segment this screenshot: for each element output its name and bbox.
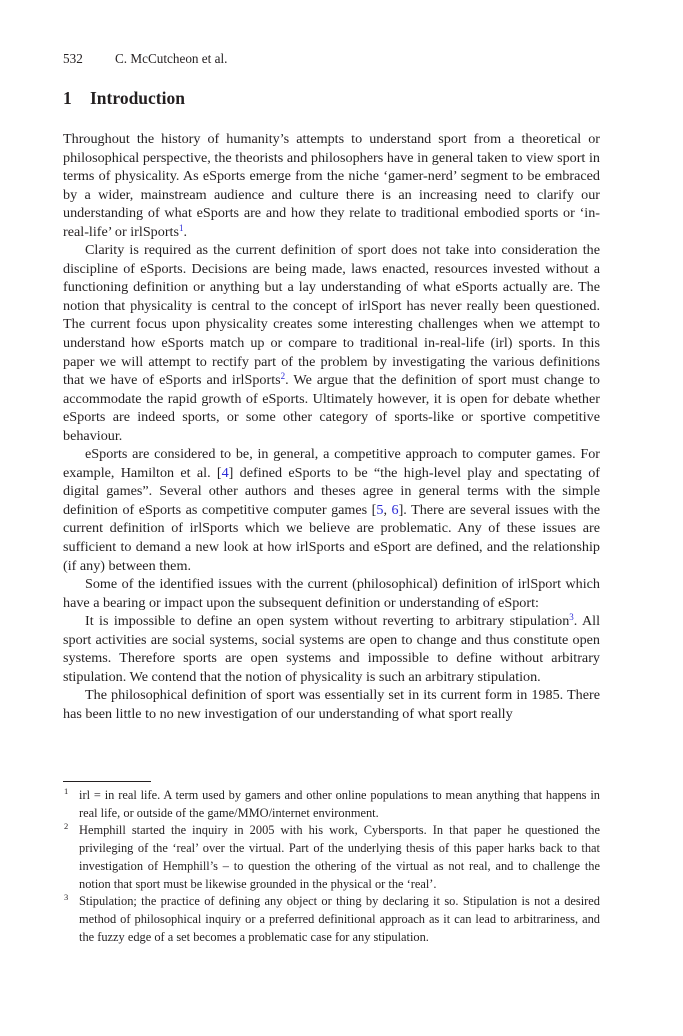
paragraph-text: . We argue that the definition of sport must change to accommodate the rapid growth of eSports. Ultimately however, it is open for debate whether eSports are indeed sports, or some other category of sports-like or sportive competitive behaviour. [63,372,600,444]
citation-link[interactable]: 5 [376,501,384,518]
footnote-reference-link[interactable]: 2 [280,371,286,382]
footnote-reference-link[interactable]: 1 [178,222,184,233]
footnote-reference-link[interactable]: 3 [569,612,574,623]
paragraph-text: , [383,501,392,518]
paragraph [63,612,600,686]
paragraph [63,575,600,612]
paragraph-text: ] defined eSports to be “the high-level play and spectating of digital games”. Several other authors and theses agree in general terms with the simple definition of eSports as competitive computer games [ [63,464,600,518]
footnote-marker: 3 [64,892,69,903]
footnote-rule [63,781,151,782]
paragraph [63,445,600,575]
running-head-authors: C. McCutcheon et al. [115,51,228,66]
section-heading [63,88,185,109]
paragraph [63,686,600,723]
body-text [63,130,600,724]
paragraph [63,130,600,241]
page-number: 532 [63,51,83,66]
footnote [63,822,600,893]
footnotes [63,787,600,946]
paragraph-text: Clarity is required as the current definition of sport does not take into consideration the discipline of eSports. Decisions are being made, laws enacted, resources invested without a functioning definition or anything but a lay understanding of what eSports actually are. The notion that physicality is central to the concept of irlSport has never really been questioned. The current focus upon physicality creates some interesting challenges when we attempt to understand how eSports match up or compare to traditional in-real-life (irl) sports. In this paper we will attempt to rectify part of the problem by investigating the various definitions that we have of eSports and irlSports [63,242,600,389]
footnote-text: irl = in real life. A term used by gamers and other online populations to mean anything that happens in real life, or outside of the game/MMO/internet environment. [79,788,600,820]
section-title: Introduction [90,88,185,108]
paragraph-text: eSports are considered to be, in general, a competitive approach to computer games. For example, Hamilton et al. [ [63,446,600,481]
paragraph-text: Some of the identified issues with the current (philosophical) definition of irlSport which have a bearing or impact upon the subsequent definition or understanding of eSport: [63,576,600,611]
footnote-marker: 1 [64,786,69,796]
paragraph-text: It is impossible to define an open system without reverting to arbitrary stipulation [85,613,570,630]
paragraph-text: The philosophical definition of sport was essentially set in its current form in 1985. There has been little to no new investigation of our understanding of what sport really [63,687,600,722]
footnote [63,787,600,822]
paragraph-text: Throughout the history of humanity’s attempts to understand sport from a theoretical or philosophical perspective, the theorists and philosophers have in general taken to view sport in terms of physicality. As eSports emerge from the niche ‘gamer-nerd’ segment to be embraced by a wider, mainstream audience and culture there is an increasing need to clarify our understanding of what eSports are and how they relate to traditional embodied sports or ‘in-real-life’ or irlSports [63,131,600,240]
footnote-marker: 2 [64,821,69,832]
footnote-text: Hemphill started the inquiry in 2005 with his work, Cybersports. In that paper he questioned the privileging of the ‘real’ over the virtual. Part of the underlying thesis of this paper harks back to that investigation of Hemphill’s – to question the othering of the virtual as not real, and to challenge the notion that sport must be likewise grounded in the physical or the ‘real’. [79,823,600,891]
paragraph-text: . All sport activities are social systems, social systems are open to change and thus constitute open systems. Therefore sports are open systems and impossible to define without arbitrary stipulation. We contend that the notion of physicality is such an arbitrary stipulation. [63,613,601,685]
running-head [63,51,227,67]
citation-link[interactable]: 4 [221,464,229,481]
footnote-text: Stipulation; the practice of defining any object or thing by declaring it so. Stipulation is not a desired method of philosophical inquiry or a preferred definitional approach as it can lead to arbitrariness, and the fuzzy edge of a set becomes a problematic case for any stipulation. [79,894,600,944]
footnote [63,893,600,946]
paragraph-text: . [183,223,188,240]
section-number: 1 [63,88,72,108]
paragraph [63,241,600,445]
citation-link[interactable]: 6 [391,501,399,518]
paragraph-text: ]. There are several issues with the current definition of irlSports which we believe are problematic. Any of these issues are sufficient to demand a new look at how irlSports and eSport are defined, and the relationship (if any) between them. [63,501,601,574]
